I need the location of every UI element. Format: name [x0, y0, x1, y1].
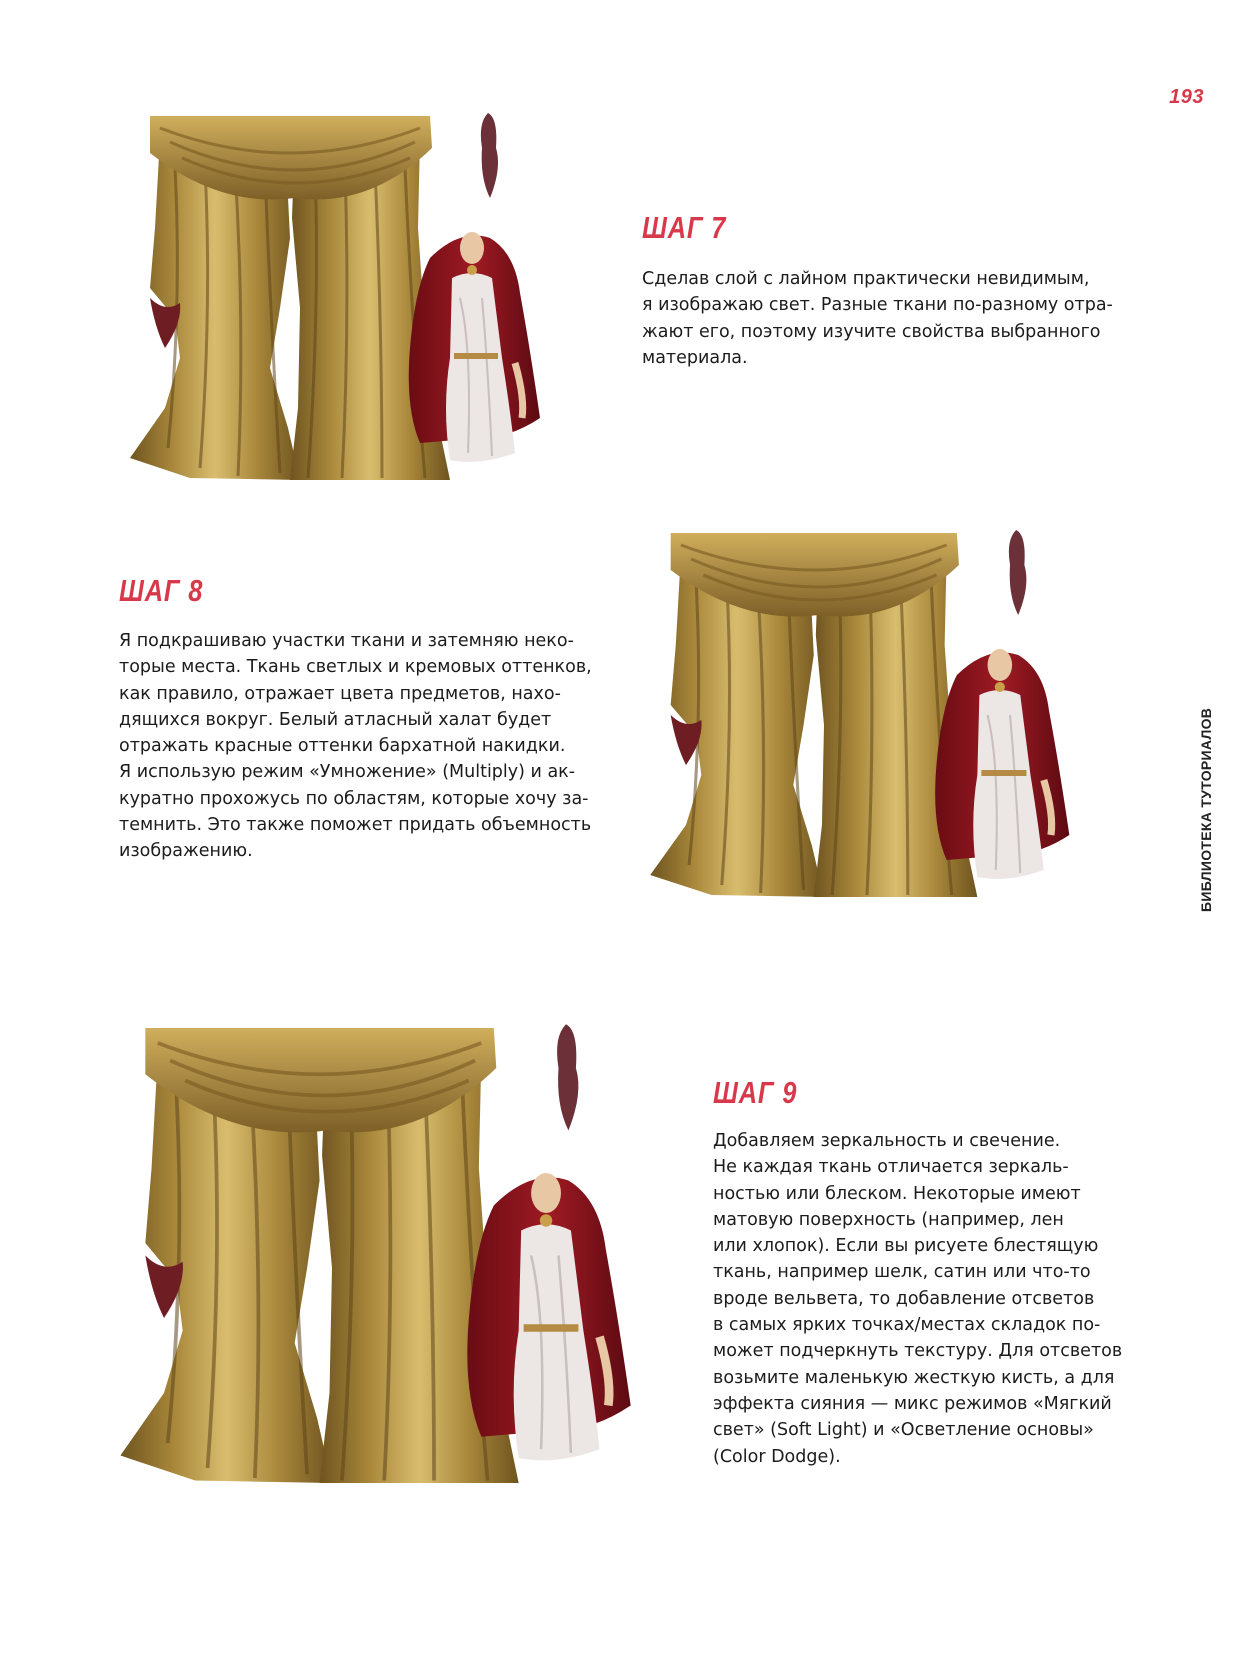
text-line: материала. — [642, 347, 748, 368]
caped-figure — [409, 232, 540, 462]
text-line: может подчеркнуть текстуру. Для отсветов — [713, 1341, 1123, 1362]
text-line: торые места. Ткань светлых и кремовых оттенков, — [119, 657, 592, 678]
text-line: Не каждая ткань отличается зеркаль- — [713, 1157, 1069, 1178]
caped-figure — [467, 1173, 630, 1460]
text-line: ткань, например шелк, сатин или что-то — [713, 1262, 1091, 1283]
step-8-text — [119, 628, 592, 865]
step-7-title: ШАГ 7 — [642, 210, 727, 245]
text-line: в самых ярких точках/местах складок по- — [713, 1315, 1101, 1336]
text-line: ностью или блеском. Некоторые имеют — [713, 1183, 1081, 1204]
step-9-title: ШАГ 9 — [713, 1075, 798, 1110]
text-line: темнить. Это также поможет придать объемность — [119, 815, 592, 836]
fabric-swatch — [1009, 530, 1027, 615]
text-line: я изображаю свет. Разные ткани по-разному отра- — [642, 295, 1113, 316]
text-line: Я подкрашиваю участки ткани и затемняю неко- — [119, 631, 574, 651]
step-8-title: ШАГ 8 — [119, 573, 204, 608]
step-9-text — [713, 1128, 1122, 1470]
text-line: куратно прохожусь по областям, которые хочу за- — [119, 788, 589, 809]
text-line: (Color Dodge). — [713, 1446, 841, 1467]
text-line: свет» (Soft Light) и «Осветление основы» — [713, 1420, 1094, 1441]
step-7-illustration — [120, 108, 570, 508]
caped-figure — [935, 649, 1069, 879]
text-line: Я использую режим «Умножение» (Multiply) и ак- — [119, 762, 576, 783]
text-line: дящихся вокруг. Белый атласный халат будет — [119, 709, 552, 730]
text-line: жают его, поэтому изучите свойства выбранного — [642, 321, 1101, 342]
text-line: Сделав слой с лайном практически невидимым, — [642, 269, 1090, 289]
text-line: матовую поверхность (например, лен — [713, 1209, 1064, 1230]
text-line: вроде вельвета, то добавление отсветов — [713, 1288, 1095, 1309]
step-7-text — [642, 266, 1113, 371]
text-line: эффекта сияния — микс режимов «Мягкий — [713, 1393, 1112, 1414]
text-line: отражать красные оттенки бархатной накидки. — [119, 736, 566, 757]
page-number: 193 — [1169, 86, 1204, 108]
fabric-swatch — [481, 113, 498, 198]
text-line: Добавляем зеркальность и свечение. — [713, 1131, 1061, 1151]
text-line: или хлопок). Если вы рисуете блестящую — [713, 1236, 1099, 1257]
step-9-illustration — [108, 1018, 668, 1518]
text-line: возьмите маленькую жесткую кисть, а для — [713, 1367, 1115, 1388]
text-line: как правило, отражает цвета предметов, нахо- — [119, 683, 561, 704]
fabric-swatch — [557, 1024, 578, 1130]
text-line: изображению. — [119, 841, 253, 862]
step-8-illustration — [640, 525, 1100, 925]
